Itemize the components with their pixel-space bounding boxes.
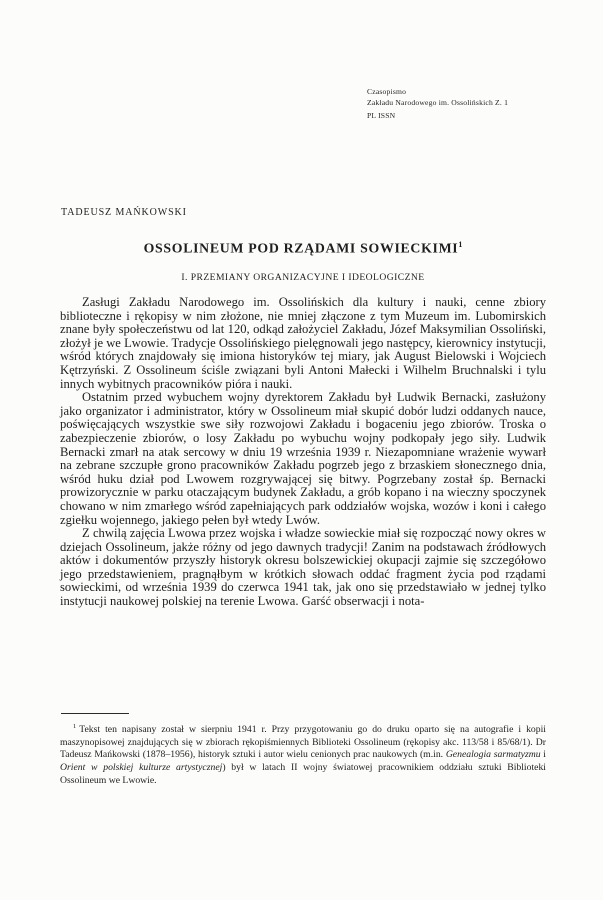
imprint-line-journal: Czasopismo [367,87,407,96]
footnote [60,721,546,787]
footnote-marker: 1 [73,723,77,730]
journal-imprint [367,87,508,122]
footnote-rule [61,713,129,714]
article-title-text: OSSOLINEUM POD RZĄDAMI SOWIECKIMI [143,240,459,256]
imprint-line-institution: Zakładu Narodowego im. Ossolińskich Z. 1 [367,97,509,107]
body-paragraph: Zasługi Zakładu Narodowego im. Ossolińskich dla kultury i nauki, cenne zbiory biblioteczne i rękopisy w nim złożone, nie mniej złączone z tym Muzeum im. Lubomirskich znane były społeczeństwu od lat 120, odkąd założyciel Zakładu, Józef Maksymilian Ossoliński, złożył je we Lwowie. Tradycje Ossolińskiego pielęgnowali jego następcy, kierownicy instytucji, wśród których znajdowały się imiona historyków tej miary, jak August Bielowski i Wojciech Kętrzyński. Z Ossolineum ściśle związani byli Antoni Małecki i Wilhelm Bruchnalski i tylu innych wybitnych pracowników pióra i nauki. [60,295,546,391]
body-paragraph: Ostatnim przed wybuchem wojny dyrektorem Zakładu był Ludwik Bernacki, zasłużony jako organizator i administrator, który w Ossolineum miał skupić dobór ludzi oddanych nauce, poświęcających wszystkie swe siły rozwojowi Zakładu i bogaceniu jego zbiorów. Troska o zabezpieczenie zbiorów, o losy Zakładu po wybuchu wojny podkopały jego siły. Ludwik Bernacki zmarł na atak sercowy w dniu 19 września 1939 r. Niezapomniane wrażenie wywarł na zebrane szczupłe grono pracowników Zakładu pogrzeb jego z brzaskiem słonecznego dnia, wśród huku dział pod Lwowem rozgrywającej się bitwy. Pogrzebany został śp. Bernacki prowizorycznie w parku otaczającym budynek Zakładu, a grób kopano i na wieczny spoczynek chowano w nim zmarłego wśród zapełniających park oddziałów wojska, wozów i koni i całego zgiełku wojennego, jakiego pełen był wtedy Lwów. [60,390,546,527]
article-title [60,240,546,257]
section-heading: I. PRZEMIANY ORGANIZACYJNE I IDEOLOGICZNE [181,272,425,283]
author-name: TADEUSZ MAŃKOWSKI [61,207,187,218]
footnote-text: Tekst ten napisany został w sierpniu 1941 r. Przy przygotowaniu go do druku oparto się na autografie i kopii maszynopisowej znajdujących się w zbiorach rękopiśmiennych Biblioteki Ossolineum (rękopisy akc. 113/58 i 85/68/1). Dr Tadeusz Mańkowski (1878–1956), historyk sztuki i autor wielu cenionych prac naukowych (m.in. Genealogia sarmatyzmu i Orient w polskiej kulturze artystycznej) był w latach II wojny światowej pracownikiem oddziału sztuki Biblioteki Ossolineum we Lwowie. [60,724,546,786]
article-body [60,296,546,609]
footnote-reference: 1 [458,240,463,249]
body-paragraph: Z chwilą zajęcia Lwowa przez wojska i władze sowieckie miał się rozpocząć nowy okres w dziejach Ossolineum, jakże różny od jego dawnych tradycji! Zanim na podstawach źródłowych aktów i dokumentów przyszły historyk okresu bolszewickiej okupacji zajmie się szczegółowo jego przedstawieniem, pragnąłbym w krótkich słowach oddać fragment życia pod rządami sowieckimi, od września 1939 do czerwca 1941 tak, jak ono się przedstawiało w jednej tylko instytucji naukowej polskiej na terenie Lwowa. Garść obserwacji i nota- [60,526,546,609]
imprint-line-issn: PL ISSN [367,111,396,120]
